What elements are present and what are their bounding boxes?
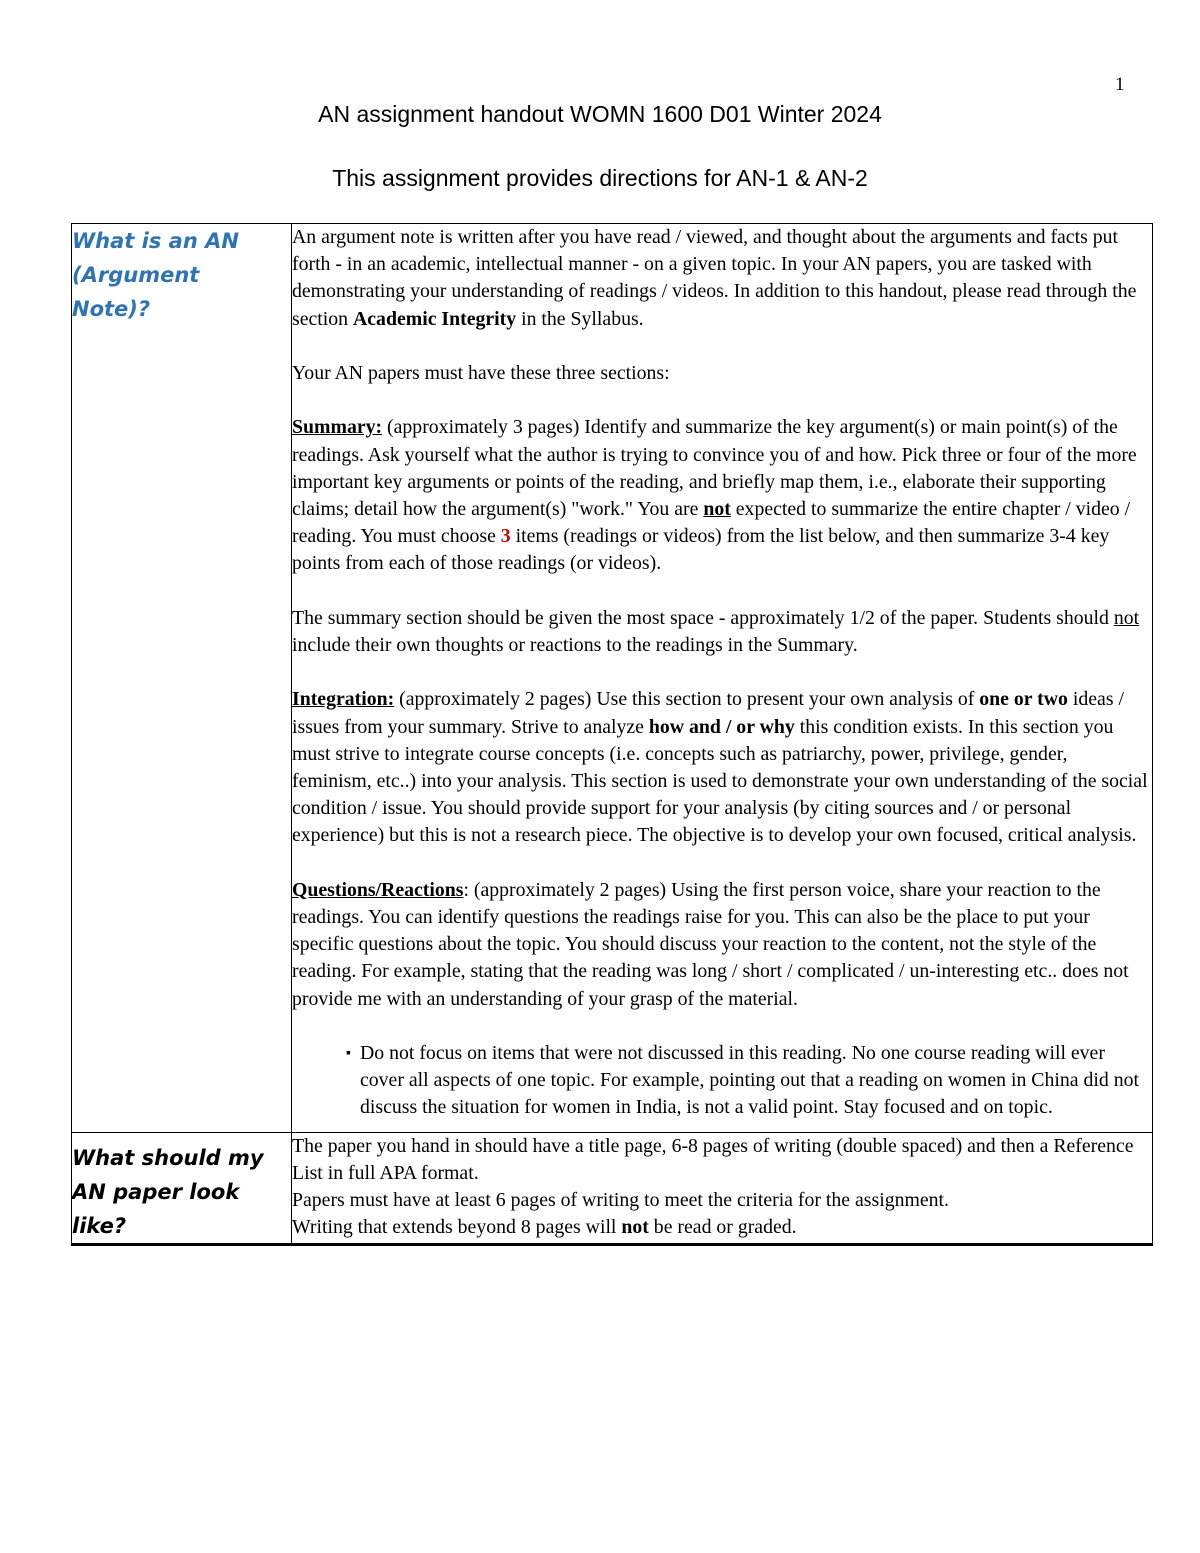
bullet-square-icon: ▪ [346,1046,351,1061]
intro-paragraph: An argument note is written after you have read / viewed, and thought about the arguments and facts put forth - in an academic, intellectual manner - on a given topic. In your AN papers, you are tasked with demonstrating your understanding of readings / videos. In addition to this handout, please read through the section Academic Integrity in the Syllabus. [292,226,1137,330]
page-number: 1 [1115,74,1125,95]
items-count: 3 [500,525,511,548]
row-label-what-is-an-an: What is an AN (Argument Note)? [72,229,239,321]
table-row [72,1132,1153,1244]
row-content-cell [292,224,1153,1133]
questions-paragraph: Questions/Reactions: (approximately 2 pages) Using the first person voice, share your reaction to the readings. You can identify questions the readings raise for you. This can also be the place to put your specific questions about the topic. You should discuss your reaction to the content, not the style of the reading. For example, stating that the reading was long / short / complicated / un-interesting etc.. does not provide me with an understanding of your grasp of the material. [292,878,1129,1010]
questions-heading: Questions/Reactions [292,878,464,901]
integration-heading: Integration: [292,688,395,711]
document-subtitle: This assignment provides directions for AN-1 & AN-2 [332,165,868,191]
integration-paragraph: Integration: (approximately 2 pages) Use this section to present your own analysis of one or two ideas / issues from your summary. Strive to analyze how and / or why this condition exists. In this section you must strive to integrate course concepts (i.e. concepts such as patriarchy, power, privilege, gender, feminism, etc..) into your analysis. This section is used to demonstrate your own understanding of the social condition / issue. You should provide support for your analysis (by citing sources and / or personal experience) but this is not a research piece. The objective is to develop your own focused, critical analysis. [292,688,1148,847]
row-label-paper-look: What should my AN paper look like? [72,1145,264,1238]
summary-space-paragraph: The summary section should be given the most space - approximately 1/2 of the paper. Students should not include their own thoughts or reactions to the readings in the Summary. [292,606,1140,656]
maximum-pages-line: Writing that extends beyond 8 pages will not be read or graded. [292,1216,797,1239]
summary-paragraph: Summary: (approximately 3 pages) Identify and summarize the key argument(s) or main point(s) of the readings. Ask yourself what the author is trying to convince you of and how. Pick three or four of the more important key arguments or points of the reading, and briefly map them, i.e., elaborate their supporting claims; detail how the argument(s) "work." You are not expected to summarize the entire chapter / video / reading. You must choose 3 items (readings or videos) from the list below, and then summarize 3-4 key points from each of those readings (or videos). [292,416,1137,575]
assignment-table [71,223,1153,1246]
table-row [72,224,1153,1133]
document-title: AN assignment handout WOMN 1600 D01 Winter 2024 [318,101,882,127]
row-label-cell [72,224,292,1133]
row-content-cell [292,1132,1153,1244]
summary-heading: Summary: [292,416,383,439]
row-label-cell [72,1132,292,1244]
list-item: ▪ Do not focus on items that were not discussed in this reading. No one course reading will ever cover all aspects of one topic. For example, pointing out that a reading on women in China did not discuss the situation for women in India, is not a valid point. Stay focused and on topic. [346,1042,1139,1119]
minimum-pages-line: Papers must have at least 6 pages of writing to meet the criteria for the assignment. [292,1189,949,1212]
format-line: The paper you hand in should have a title page, 6-8 pages of writing (double spaced) and then a Reference List in full APA format. [292,1134,1134,1184]
sections-intro: Your AN papers must have these three sections: [292,362,670,384]
